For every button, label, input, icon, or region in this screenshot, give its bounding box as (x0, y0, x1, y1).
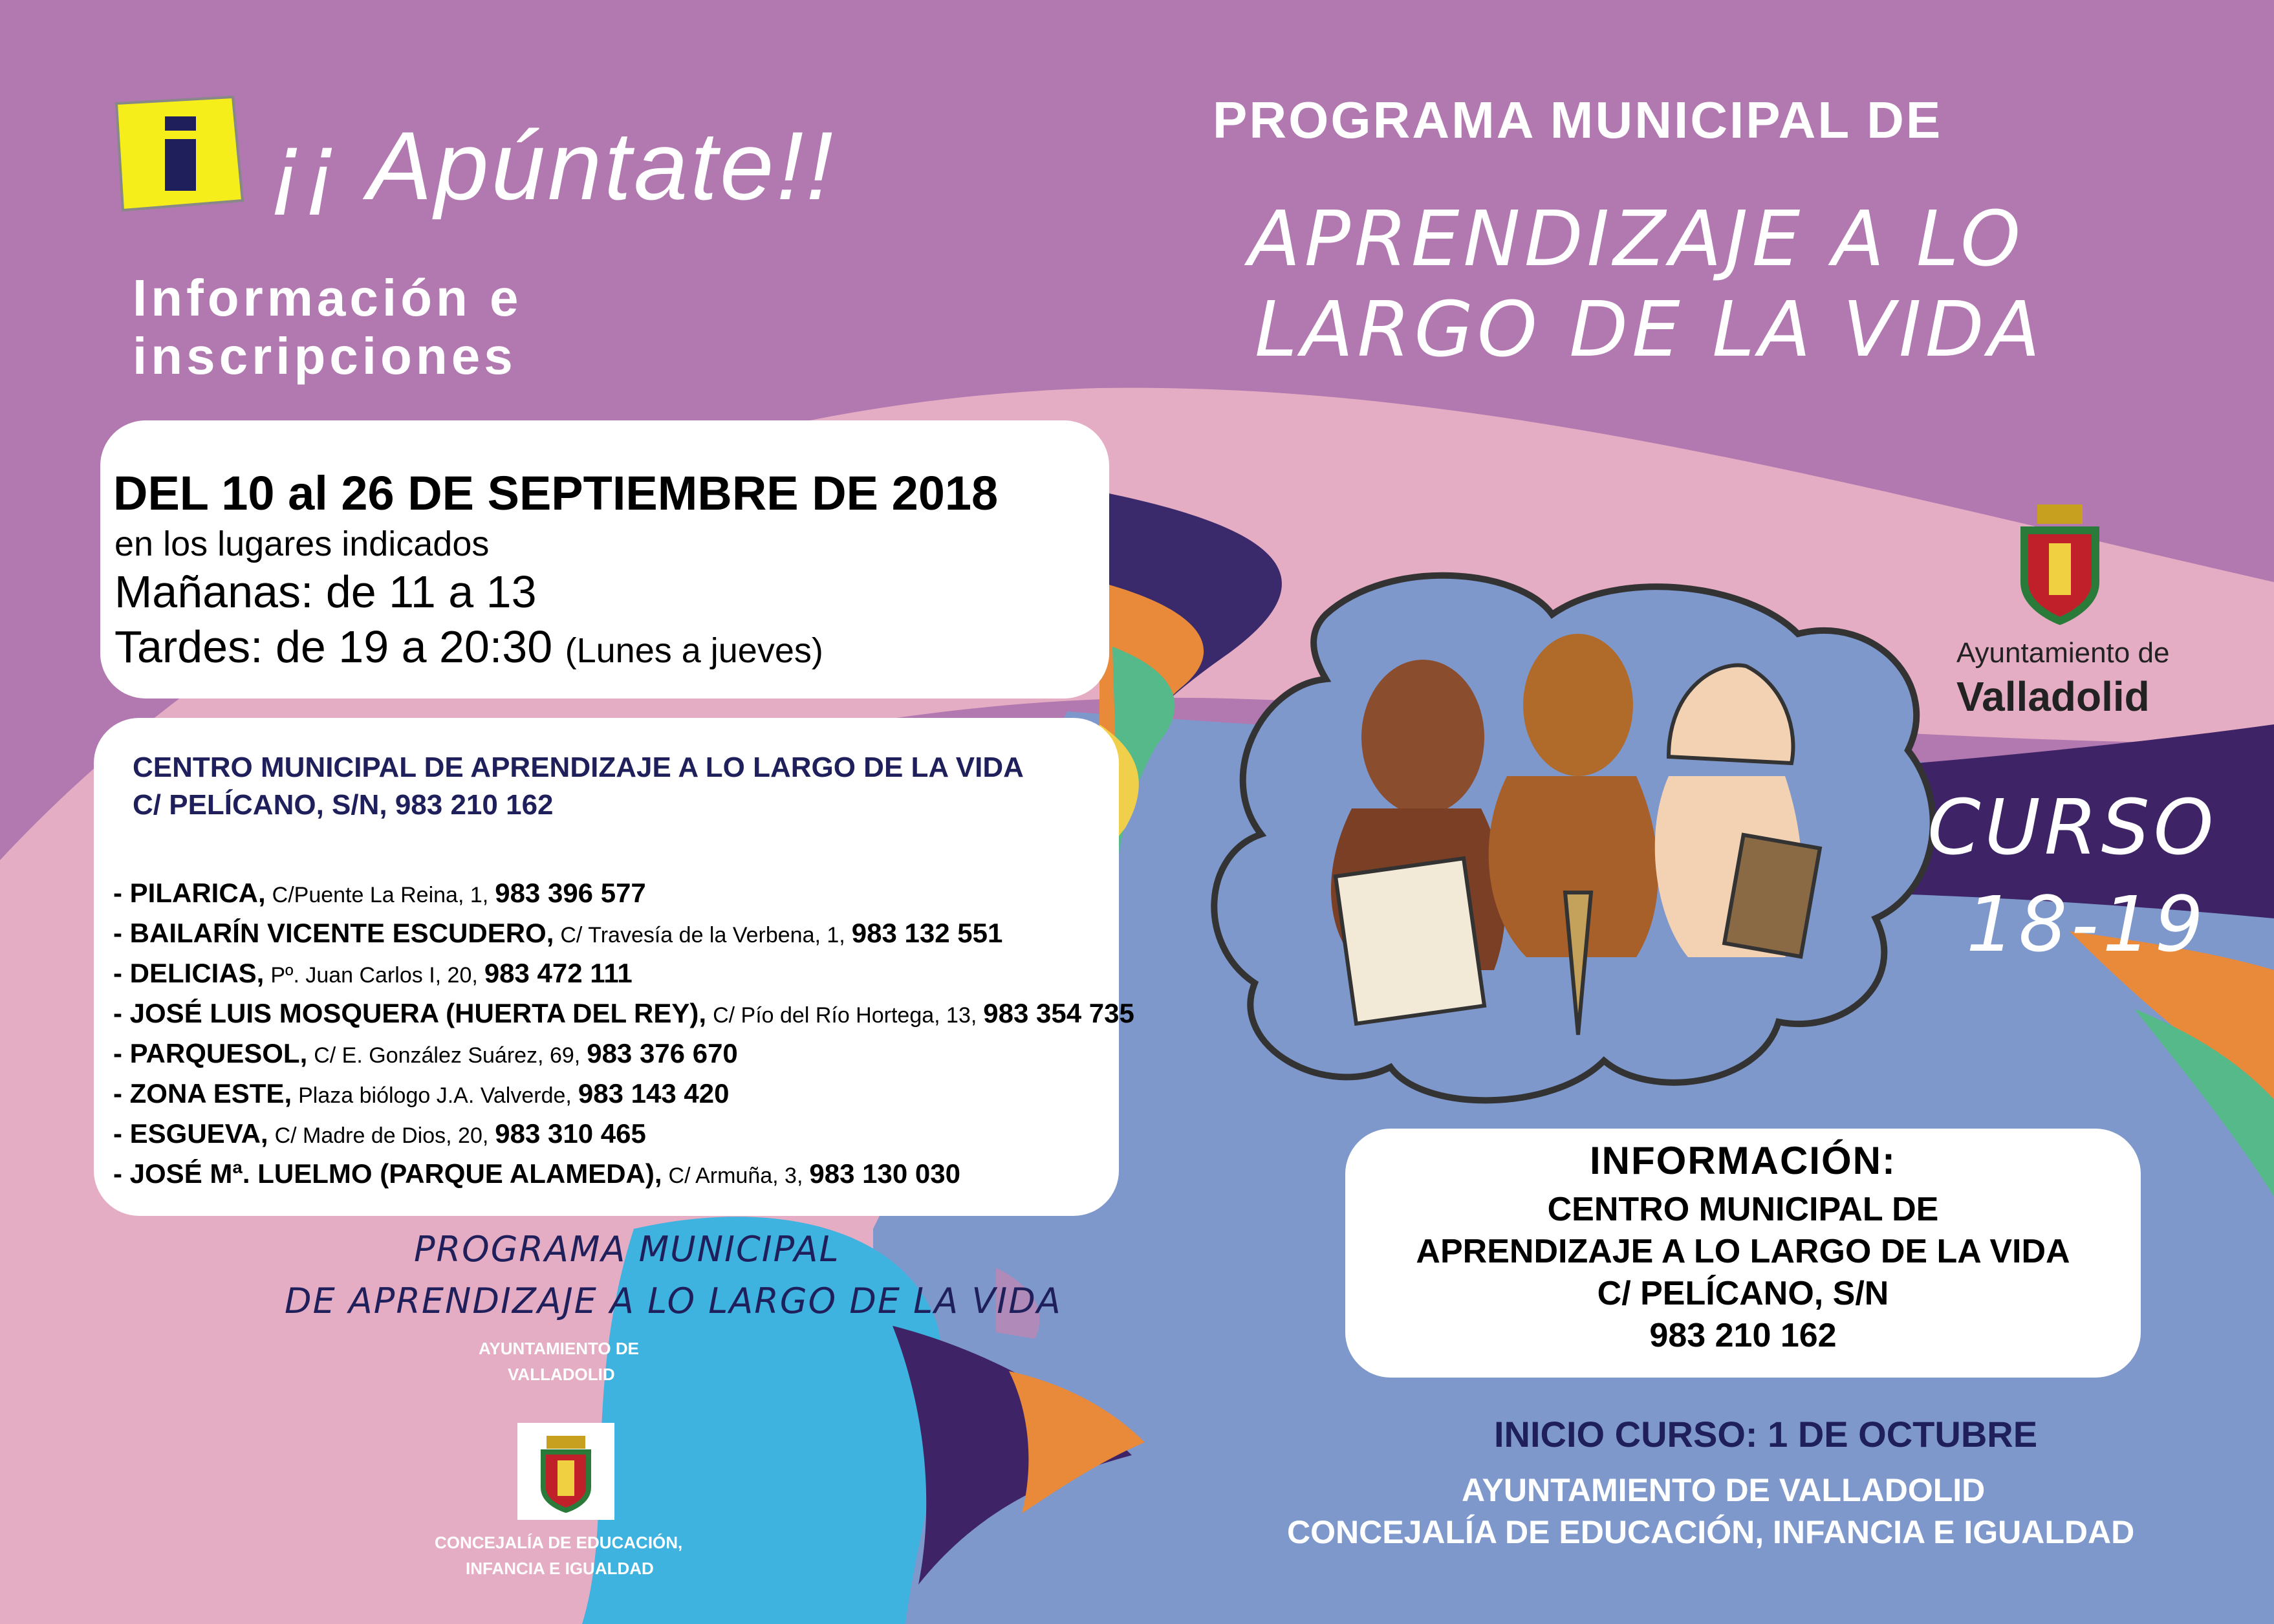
inicio-curso: INICIO CURSO: 1 DE OCTUBRE (1494, 1414, 2038, 1455)
tardes-text: Tardes: de 19 a 20:30 (114, 622, 553, 672)
bottom-program-line1: PROGRAMA MUNICIPAL (414, 1229, 840, 1270)
footer-conc: CONCEJALÍA DE EDUCACIÓN, INFANCIA E IGUALDAD (1287, 1514, 2135, 1550)
center-item-phone: 983 396 577 (495, 878, 646, 908)
cloud-illustration (1214, 576, 1933, 1101)
center-item-name: - JOSÉ LUIS MOSQUERA (HUERTA DEL REY), (113, 998, 707, 1028)
center-item-name: - ESGUEVA, (113, 1118, 268, 1149)
center-item-address: C/ Madre de Dios, 20, (274, 1123, 489, 1148)
center-list-item (113, 1154, 1134, 1194)
center-item-name: - PILARICA, (113, 878, 266, 908)
center-item-address: Plaza biólogo J.A. Valverde, (298, 1083, 572, 1108)
dates-box (100, 420, 1109, 698)
bottom-ayto-line2: VALLADOLID (508, 1365, 615, 1384)
curso-line1: CURSO (1927, 783, 2218, 872)
info-title: INFORMACIÓN: (1590, 1139, 1896, 1182)
center-item-address: C/ Armuña, 3, (668, 1164, 803, 1188)
info-heading-line1: Información e (133, 269, 523, 327)
center-list-item (113, 1034, 1134, 1074)
coat-of-arms-small (517, 1423, 614, 1520)
tardes-note: (Lunes a jueves) (565, 631, 823, 670)
bottom-conc-line1: CONCEJALÍA DE EDUCACIÓN, (435, 1533, 683, 1552)
center-item-address: C/ Pío del Río Hortega, 13, (713, 1003, 977, 1028)
tardes-row (114, 621, 823, 673)
center-item-address: C/ E. González Suárez, 69, (314, 1043, 581, 1068)
info-line1: CENTRO MUNICIPAL DE (1547, 1191, 1939, 1228)
main-title-line2: LARGO DE LA VIDA (1255, 285, 2044, 374)
center-item-name: - JOSÉ Mª. LUELMO (PARQUE ALAMEDA), (113, 1158, 662, 1189)
center-list-item (113, 873, 1134, 913)
bottom-ayto-line1: AYUNTAMIENTO DE (479, 1339, 639, 1358)
info-icon (103, 91, 252, 220)
center-item-phone: 983 132 551 (851, 918, 1003, 948)
dates-text: DEL 10 al 26 DE SEPTIEMBRE DE 2018 (113, 466, 999, 520)
center-list-item (113, 913, 1134, 953)
center-item-phone: 983 310 465 (495, 1118, 646, 1149)
places-text: en los lugares indicados (114, 525, 490, 563)
center-item-name: - DELICIAS, (113, 958, 265, 988)
info-box (1345, 1129, 2141, 1378)
main-title-line1: APRENDIZAJE A LO (1248, 194, 2025, 283)
info-line2: APRENDIZAJE A LO LARGO DE LA VIDA (1416, 1233, 2070, 1270)
center-address: C/ PELÍCANO, S/N, 983 210 162 (133, 789, 554, 821)
center-item-name: - ZONA ESTE, (113, 1078, 292, 1109)
bottom-conc-line2: INFANCIA E IGUALDAD (466, 1559, 654, 1578)
center-name: CENTRO MUNICIPAL DE APRENDIZAJE A LO LARGO DE LA VIDA (133, 752, 1024, 783)
info-heading-line2: inscripciones (133, 327, 517, 385)
center-item-phone: 983 472 111 (484, 958, 633, 988)
curso-line2: 18-19 (1966, 880, 2207, 969)
center-item-address: C/ Travesía de la Verbena, 1, (560, 923, 845, 947)
footer-ayto: AYUNTAMIENTO DE VALLADOLID (1462, 1472, 1986, 1508)
center-list-item (113, 993, 1134, 1034)
apuntate-heading: ¡¡ Apúntate!! (272, 111, 836, 220)
center-item-phone: 983 143 420 (578, 1078, 730, 1109)
info-line4: 983 210 162 (1649, 1317, 1837, 1354)
center-item-address: Pº. Juan Carlos I, 20, (270, 963, 478, 988)
logo-line1: Ayuntamiento de (1956, 637, 2170, 669)
bottom-program-line2: DE APRENDIZAJE A LO LARGO DE LA VIDA (285, 1281, 1062, 1321)
info-line3: C/ PELÍCANO, S/N (1597, 1275, 1889, 1312)
center-item-phone: 983 376 670 (587, 1038, 738, 1068)
center-item-address: C/Puente La Reina, 1, (272, 883, 489, 907)
logo-line2: Valladolid (1956, 673, 2150, 720)
centers-box (94, 718, 1134, 1216)
center-item-name: - PARQUESOL, (113, 1038, 308, 1068)
centers-list (113, 873, 1134, 1194)
programa-heading: PROGRAMA MUNICIPAL DE (1213, 91, 1943, 149)
center-list-item (113, 1114, 1134, 1154)
center-list-item (113, 953, 1134, 993)
center-item-name: - BAILARÍN VICENTE ESCUDERO, (113, 918, 554, 948)
coat-of-arms (2005, 498, 2115, 627)
center-item-phone: 983 354 735 (983, 998, 1134, 1028)
mananas-text: Mañanas: de 11 a 13 (114, 567, 537, 617)
center-item-phone: 983 130 030 (809, 1158, 960, 1189)
center-list-item (113, 1074, 1134, 1114)
